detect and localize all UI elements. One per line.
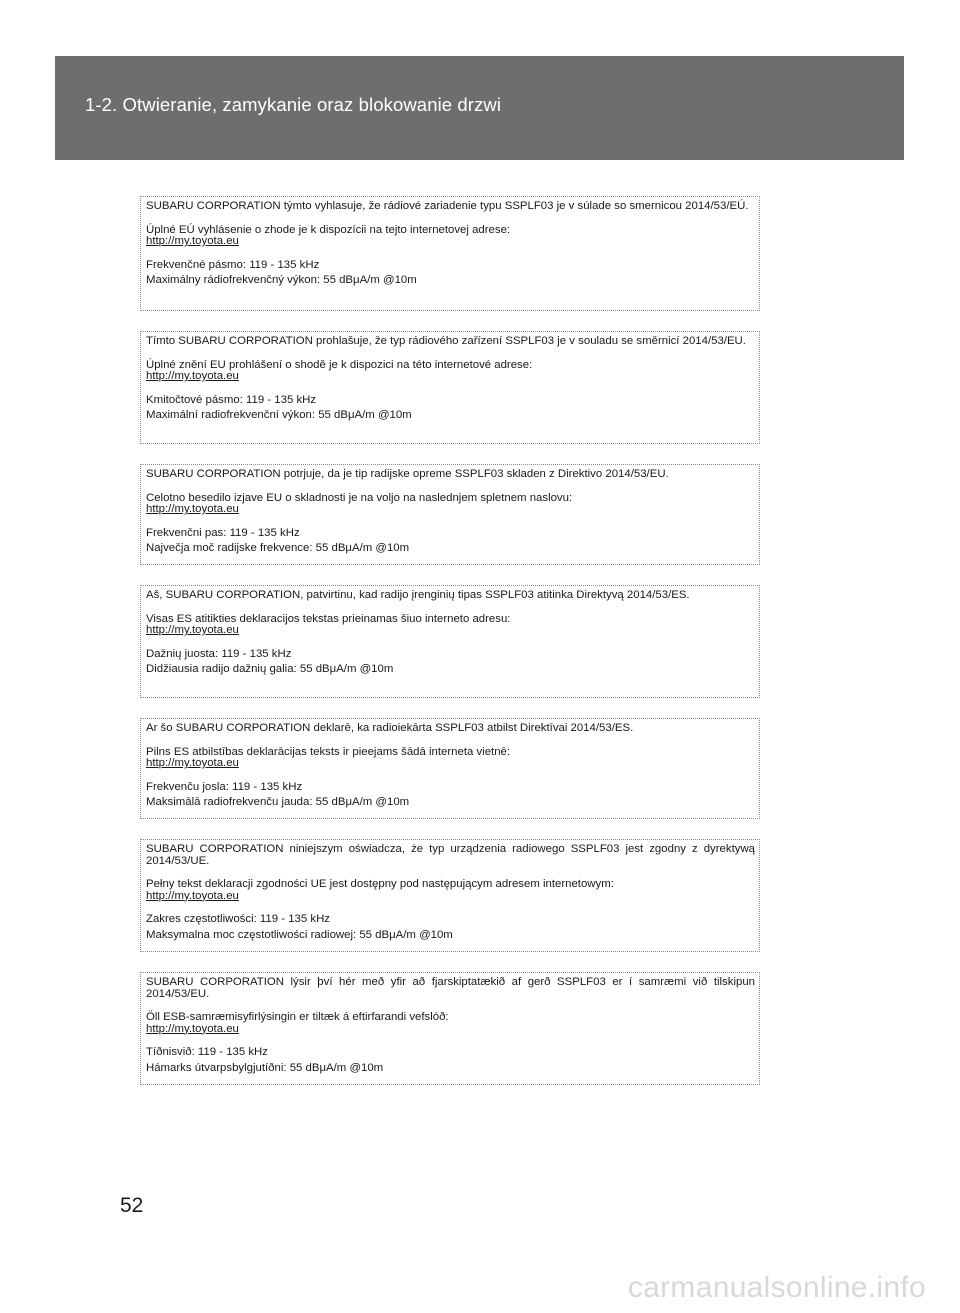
page-number: 52: [120, 1194, 144, 1217]
frequency-band: Frekvenčni pas: 119 - 135 kHz: [146, 526, 300, 539]
declaration-block-slovenian: [140, 464, 760, 565]
declaration-list: [140, 196, 760, 1105]
frequency-band: Kmitočtové pásmo: 119 - 135 kHz: [146, 393, 317, 406]
max-power: Didžiausia radijo dažnių galia: 55 dBμA/m @10m: [146, 663, 394, 675]
max-power: Maximální radiofrekvenční výkon: 55 dBμA/m @10m: [146, 409, 412, 421]
conformity-statement: Tímto SUBARU CORPORATION prohlašuje, že typ rádiového zařízení SSPLF03 je v souladu se směrnicí 2014/53/EU.: [146, 335, 746, 347]
declaration-link[interactable]: http://my.toyota.eu: [146, 503, 239, 515]
max-power: Maksymalna moc częstotliwości radiowej: 55 dBμA/m @10m: [146, 928, 453, 941]
conformity-statement: SUBARU CORPORATION lýsir því hér með yfir að fjarskiptatækið af gerð SSPLF03 er í samræmi við tilskipun 2014/53/EU.: [146, 976, 755, 1000]
frequency-band: Zakres częstotliwości: 119 - 135 kHz: [146, 913, 331, 925]
declaration-text: Pilns ES atbilstības deklarācijas teksts ir pieejams šādā interneta vietnē:: [146, 745, 511, 758]
declaration-link[interactable]: http://my.toyota.eu: [146, 624, 239, 636]
declaration-link[interactable]: http://my.toyota.eu: [146, 1022, 239, 1035]
max-power: Največja moč radijske frekvence: 55 dBμA/m @10m: [146, 542, 410, 554]
watermark: carmanualsonline.info: [627, 1271, 926, 1304]
max-power: Maksimālā radiofrekvenču jauda: 55 dBμA/m @10m: [146, 796, 410, 808]
conformity-statement: Aš, SUBARU CORPORATION, patvirtinu, kad radijo įrenginių tipas SSPLF03 atitinka Direktyvą 2014/53/ES.: [146, 589, 690, 601]
declaration-block-latvian: [140, 718, 760, 819]
declaration-block-slovak: [140, 196, 760, 311]
declaration-link[interactable]: http://my.toyota.eu: [146, 370, 239, 382]
conformity-statement: SUBARU CORPORATION niniejszym oświadcza, że typ urządzenia radiowego SSPLF03 jest zgodny z dyrektywą 2014/53/UE.: [146, 843, 755, 867]
conformity-statement: Ar šo SUBARU CORPORATION deklarē, ka radioiekārta SSPLF03 atbilst Direktīvai 2014/53/ES.: [146, 722, 634, 734]
conformity-statement: SUBARU CORPORATION týmto vyhlasuje, že rádiové zariadenie typu SSPLF03 je v súlade so smernicou 2014/53/EÚ.: [146, 200, 749, 212]
declaration-text: Visas ES atitikties deklaracijos tekstas prieinamas šiuo interneto adresu:: [146, 612, 511, 625]
max-power: Maximálny rádiofrekvenčný výkon: 55 dBμA/m @10m: [146, 274, 417, 286]
frequency-band: Frekvenčné pásmo: 119 - 135 kHz: [146, 258, 320, 271]
declaration-link[interactable]: http://my.toyota.eu: [146, 757, 239, 769]
declaration-text: Öll ESB-samræmisyfirlýsingin er tiltæk á eftirfarandi vefslóð:: [146, 1011, 449, 1023]
declaration-text: Pełny tekst deklaracji zgodności UE jest dostępny pod następującym adresem internetowym:: [146, 878, 614, 890]
frequency-band: Tíðnisvið: 119 - 135 kHz: [146, 1046, 268, 1058]
declaration-block-icelandic: [140, 972, 760, 1085]
conformity-statement: SUBARU CORPORATION potrjuje, da je tip radijske opreme SSPLF03 skladen z Direktivo 2014/53/EU.: [146, 468, 669, 480]
max-power: Hámarks útvarpsbylgjutíðni: 55 dBμA/m @10m: [146, 1061, 384, 1074]
frequency-band: Dažnių juosta: 119 - 135 kHz: [146, 647, 292, 660]
declaration-block-polish: [140, 839, 760, 952]
declaration-text: Úplné EÚ vyhlásenie o zhode je k dispozícii na tejto internetovej adrese:: [146, 223, 511, 236]
chapter-header: [55, 56, 904, 160]
declaration-text: Celotno besedilo izjave EU o skladnosti je na voljo na naslednjem spletnem naslovu:: [146, 491, 573, 504]
declaration-link[interactable]: http://my.toyota.eu: [146, 235, 239, 247]
declaration-block-lithuanian: [140, 585, 760, 698]
declaration-block-czech: [140, 331, 760, 444]
declaration-link[interactable]: http://my.toyota.eu: [146, 889, 239, 902]
declaration-text: Úplné znění EU prohlášení o shodě je k dispozici na této internetové adrese:: [146, 358, 533, 371]
chapter-title: 1-2. Otwieranie, zamykanie oraz blokowanie drzwi: [85, 94, 502, 115]
frequency-band: Frekvenču josla: 119 - 135 kHz: [146, 780, 303, 793]
